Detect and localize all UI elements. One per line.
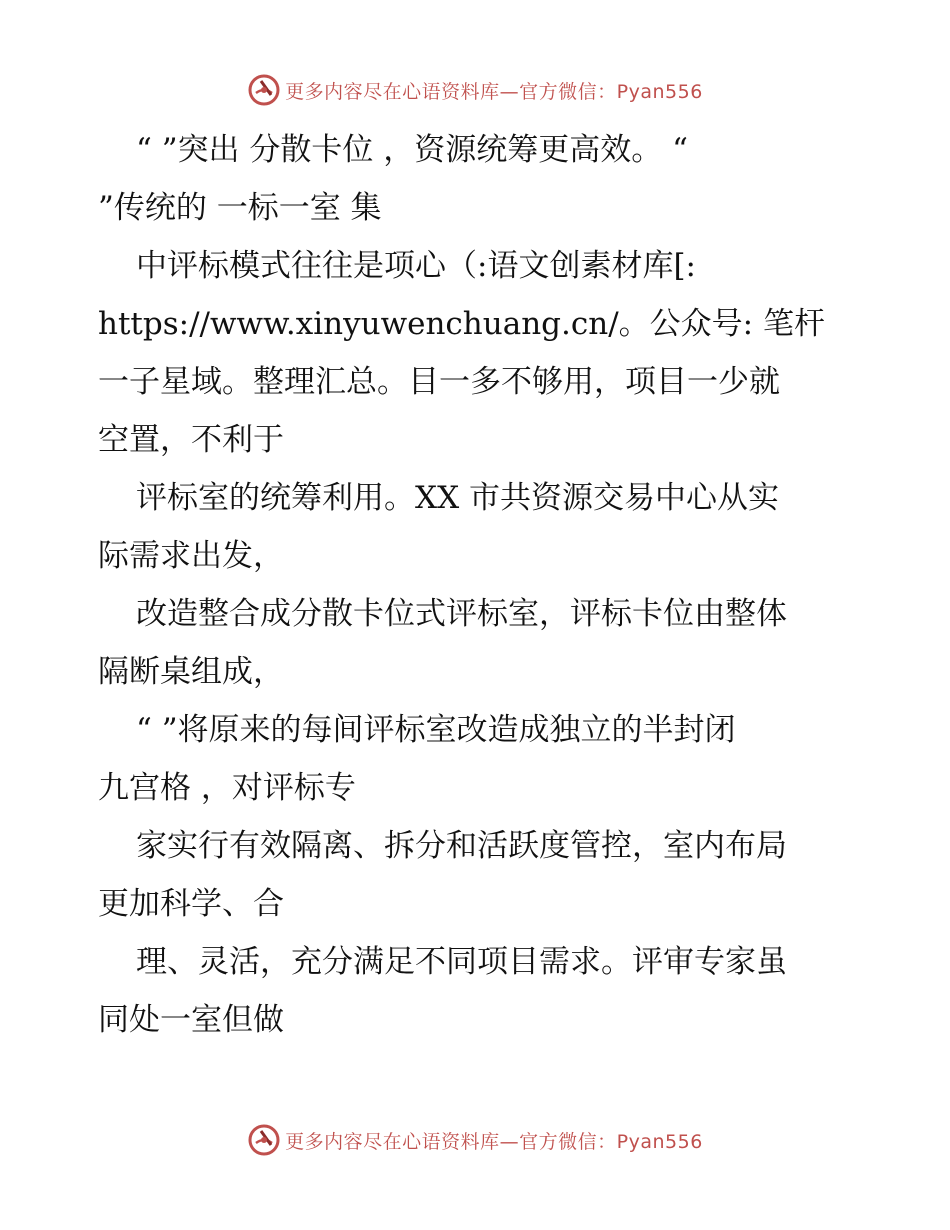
page-footer-banner	[0, 1120, 950, 1160]
body-line: 改造整合成分散卡位式评标室，评标卡位由整体	[136, 596, 787, 632]
body-line: “ ”将原来的每间评标室改造成独立的半封闭	[136, 712, 736, 748]
document-body	[98, 121, 858, 1049]
body-line: ”传统的 一标一室 集	[98, 190, 382, 226]
page-header-banner	[0, 70, 950, 110]
body-line: 际需求出发，	[98, 538, 284, 574]
body-line: 空置，不利于	[98, 422, 284, 458]
body-line: 隔断桌组成，	[98, 654, 284, 690]
book-pen-logo-icon	[247, 73, 281, 107]
footer-text: 更多内容尽在心语资料库—官方微信：Pyan556	[285, 1130, 703, 1153]
header-text: 更多内容尽在心语资料库—官方微信：Pyan556	[285, 80, 703, 103]
body-line: “ ”突出 分散卡位 ，资源统筹更高效。 “	[136, 132, 688, 168]
book-pen-logo-icon	[247, 1123, 281, 1157]
body-line: 家实行有效隔离、拆分和活跃度管控，室内布局	[136, 828, 787, 864]
body-line: 理、灵活，充分满足不同项目需求。评审专家虽	[136, 944, 787, 980]
body-line: 中评标模式往往是项心（:语文创素材库[:	[136, 248, 696, 284]
body-line: 九宫格 ，对评标专	[98, 770, 356, 806]
body-line: https://www.xinyuwenchuang.cn/。公众号: 笔杆	[98, 306, 825, 342]
body-line: 同处一室但做	[98, 1002, 284, 1038]
body-line: 评标室的统筹利用。XX 市共资源交易中心从实	[136, 480, 779, 516]
body-line: 更加科学、合	[98, 886, 284, 922]
body-line: 一子星域。整理汇总。目一多不够用，项目一少就	[98, 364, 780, 400]
